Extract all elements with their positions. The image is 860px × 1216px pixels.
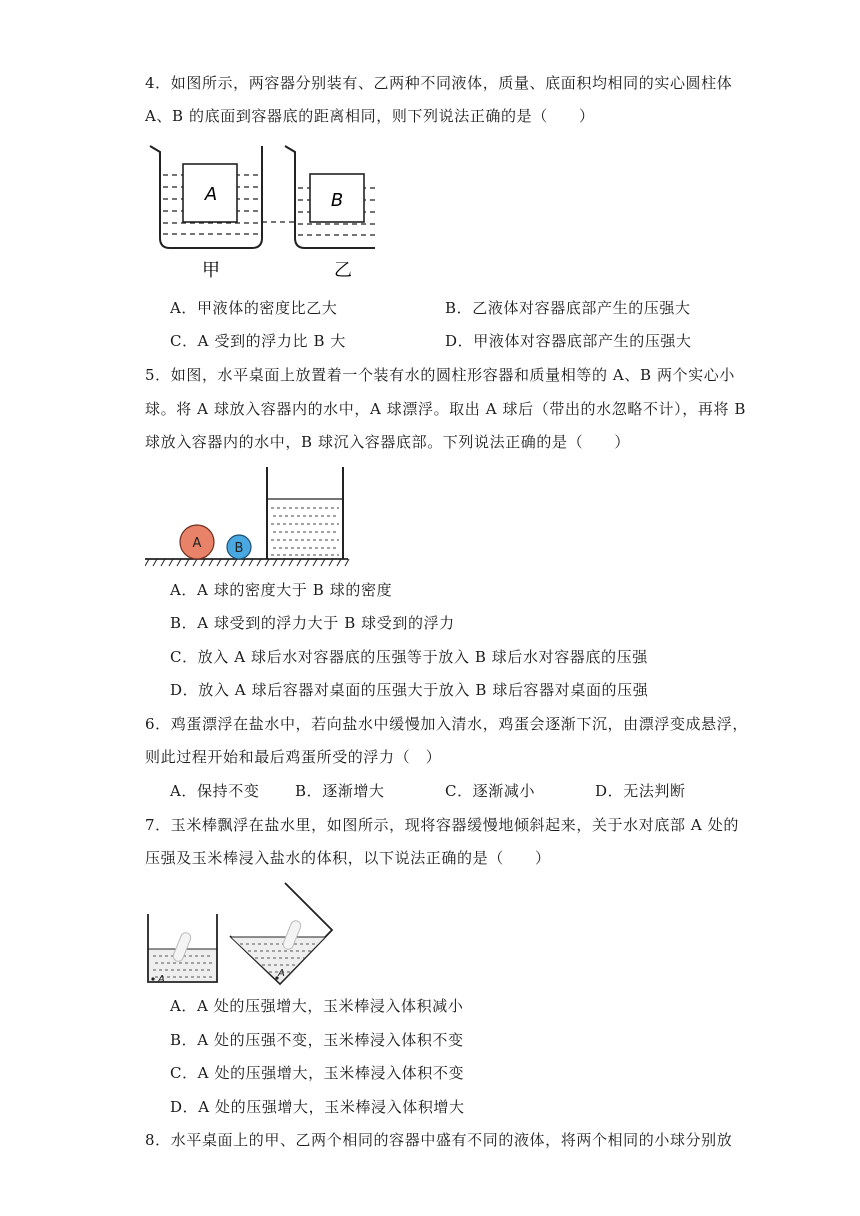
q5-stem-line1: 5．如图，水平桌面上放置着一个装有水的圆柱形容器和质量相等的 A、B 两个实心小 [145, 366, 735, 384]
q6-option-a[interactable]: A．保持不变 [170, 782, 260, 800]
q4-figure [145, 138, 375, 286]
q6-option-c[interactable]: C．逐渐减小 [445, 782, 536, 800]
q5-figure [145, 463, 355, 573]
q5-stem-line3: 球放入容器内的水中，B 球沉入容器底部。下列说法正确的是（ ） [145, 433, 630, 451]
q6-option-b[interactable]: B．逐渐增大 [295, 782, 385, 800]
q4-stem-line1: 4．如图所示，两容器分别装有、乙两种不同液体，质量、底面积均相同的实心圆柱体 [145, 74, 733, 92]
q5-option-c[interactable]: C．放入 A 球后水对容器底的压强等于放入 B 球后水对容器底的压强 [170, 648, 648, 666]
q5-option-a[interactable]: A．A 球的密度大于 B 球的密度 [170, 581, 393, 599]
q4-option-d[interactable]: D．甲液体对容器底部产生的压强大 [445, 332, 692, 350]
q7-stem-line1: 7．玉米棒飘浮在盐水里，如图所示，现将容器缓慢地倾斜起来，关于水对底部 A 处的 [145, 816, 739, 834]
q4-option-c[interactable]: C．A 受到的浮力比 B 大 [170, 332, 347, 350]
q7-stem-line2: 压强及玉米棒浸入盐水的体积，以下说法正确的是（ ） [145, 849, 551, 867]
point-a-left-label: A [158, 974, 165, 985]
q7-option-c[interactable]: C．A 处的压强增大，玉米棒浸入体积不变 [170, 1064, 465, 1082]
q7-option-a[interactable]: A．A 处的压强增大，玉米棒浸入体积减小 [170, 997, 464, 1015]
q5-stem-line2: 球。将 A 球放入容器内的水中，A 球漂浮。取出 A 球后（带出的水忽略不计），再将 B [145, 400, 747, 418]
point-a-right-label: A [278, 968, 285, 979]
q6-option-d[interactable]: D．无法判断 [595, 782, 686, 800]
q7-option-d[interactable]: D．A 处的压强增大，玉米棒浸入体积增大 [170, 1098, 465, 1116]
q5-option-d[interactable]: D．放入 A 球后容器对桌面的压强大于放入 B 球后容器对桌面的压强 [170, 681, 649, 699]
q6-stem-line1: 6．鸡蛋漂浮在盐水中，若向盐水中缓慢加入清水，鸡蛋会逐渐下沉，由漂浮变成悬浮， [145, 715, 748, 733]
caption-jia: 甲 [202, 260, 220, 281]
caption-yi: 乙 [334, 260, 352, 281]
q4-stem-line2: A、B 的底面到容器底的距离相同，则下列说法正确的是（ ） [145, 107, 595, 125]
q8-stem-line1: 8．水平桌面上的甲、乙两个相同的容器中盛有不同的液体，将两个相同的小球分别放 [145, 1131, 733, 1149]
ball-a-label: A [192, 536, 202, 551]
block-b-label: B [330, 190, 344, 211]
q5-option-b[interactable]: B．A 球受到的浮力大于 B 球受到的浮力 [170, 614, 455, 632]
ball-b-label: B [234, 541, 244, 556]
q7-option-b[interactable]: B．A 处的压强不变，玉米棒浸入体积不变 [170, 1031, 464, 1049]
q7-figure [145, 878, 340, 990]
block-a-label: A [204, 184, 218, 205]
q4-option-a[interactable]: A．甲液体的密度比乙大 [170, 299, 338, 317]
q4-option-b[interactable]: B．乙液体对容器底部产生的压强大 [445, 299, 691, 317]
q6-stem-line2: 则此过程开始和最后鸡蛋所受的浮力（ ） [145, 748, 442, 766]
